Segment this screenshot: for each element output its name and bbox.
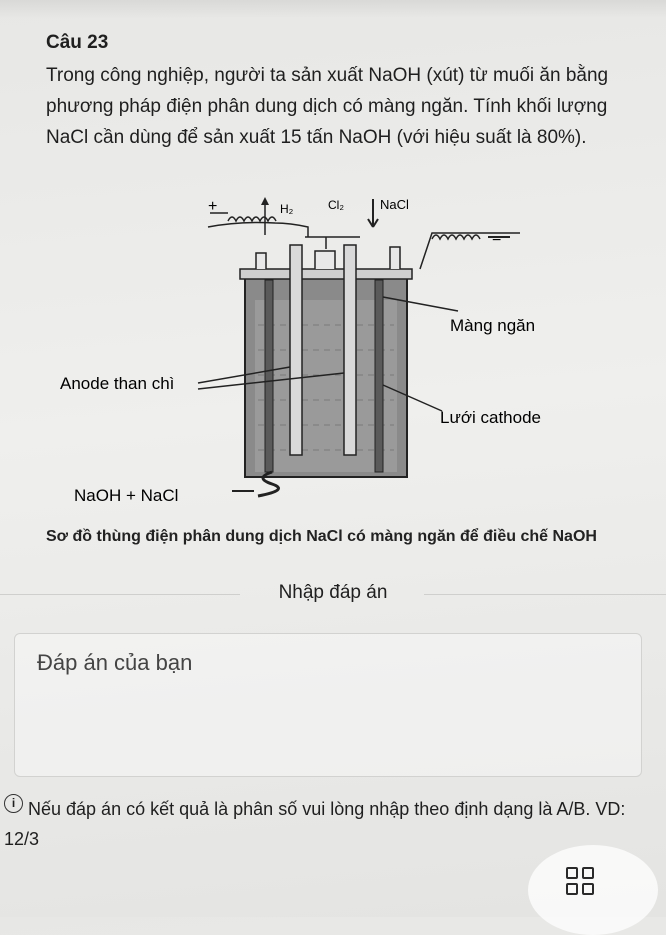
answer-input[interactable] <box>14 633 642 777</box>
menu-button[interactable] <box>528 845 658 935</box>
anode-rod-right <box>344 245 356 455</box>
membrane-left <box>265 280 273 472</box>
top-edge <box>0 0 666 18</box>
anode-rod-left <box>290 245 302 455</box>
divider-left <box>0 594 240 595</box>
fraction-hint-text: Nếu đáp án có kết quả là phân số vui lòng nhập theo định dạng là A/B. VD: 12/3 <box>4 799 626 849</box>
tank-lid <box>240 269 412 279</box>
label-membrane: Màng ngăn <box>450 316 536 335</box>
label-cathode: Lưới cathode <box>440 408 541 427</box>
question-number: Câu 23 <box>46 32 109 53</box>
label-nacl-inlet: NaCl <box>380 197 409 212</box>
membrane-right <box>375 280 383 472</box>
label-cl2: Cl₂ <box>328 198 344 212</box>
electrolysis-diagram <box>40 185 620 505</box>
answer-section-title <box>0 582 666 604</box>
label-h2: H₂ <box>280 202 294 216</box>
label-minus: − <box>492 232 502 249</box>
info-icon: i <box>4 794 23 813</box>
label-naoh-nacl: NaOH + NaCl <box>74 486 179 505</box>
answer-placeholder: Đáp án của bạn <box>37 650 193 675</box>
question-text: Trong công nghiệp, người ta sản xuất NaOH (xút) từ muối ăn bằng phương pháp điện phân dung dịch có màng ngăn. Tính khối lượng NaCl cần dùng để sản xuất 15 tấn NaOH (với hiệu suất là 80%). <box>46 65 609 148</box>
label-plus: + <box>208 198 218 215</box>
grid-menu-icon <box>566 867 598 899</box>
answer-title-text: Nhập đáp án <box>278 582 388 603</box>
label-anode: Anode than chì <box>60 374 175 393</box>
diagram-caption: Sơ đồ thùng điện phân dung dịch NaCl có màng ngăn để điều chế NaOH <box>46 528 597 545</box>
divider-right <box>424 594 666 595</box>
